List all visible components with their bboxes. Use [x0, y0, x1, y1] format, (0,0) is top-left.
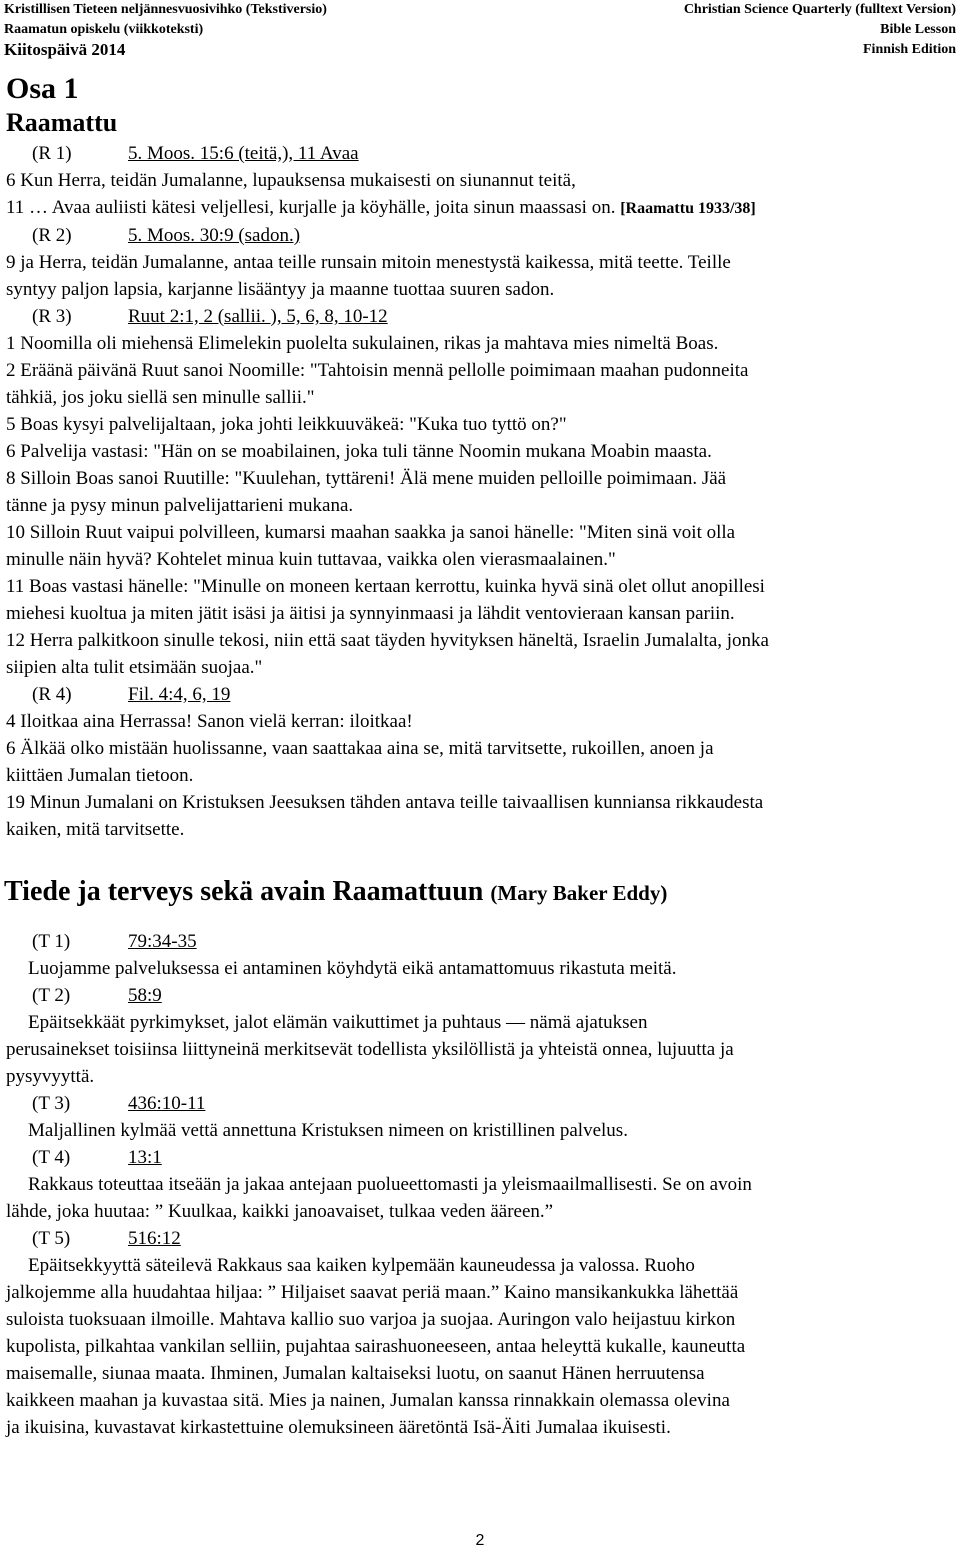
passage-line: Maljallinen kylmää vettä annettuna Kristuksen nimeen on kristillinen palvelus.	[28, 1120, 628, 1141]
passage-line: pysyvyyttä.	[6, 1066, 95, 1087]
citation-link[interactable]: Fil. 4:4, 6, 19	[128, 684, 231, 705]
citation-t2	[6, 982, 956, 1009]
header-lesson-type: Raamatun opiskelu (viikkoteksti)	[4, 22, 204, 37]
header-lesson-title: Kiitospäivä 2014	[4, 40, 126, 59]
verse-line: 10 Silloin Ruut vaipui polvilleen, kumarsi maahan saakka ja sanoi hänelle: "Miten sinä voit olla	[6, 522, 736, 543]
passage-line: perusainekset toisiinsa liittyneinä merkitsevät todellista yksilöllistä ja yhteistä onnea, lujuutta ja	[6, 1039, 734, 1060]
verse-line: kiittäen Jumalan tietoon.	[6, 765, 194, 786]
citation-link[interactable]: 13:1	[128, 1147, 162, 1168]
citation-link[interactable]: 5. Moos. 15:6 (teitä,), 11 Avaa	[128, 143, 359, 164]
citation-t5	[6, 1225, 956, 1252]
verse-line: minulle näin hyvä? Kohtelet minua kuin tuttavaa, vaikka olen vierasmaalainen."	[6, 549, 616, 570]
citation-tag: (R 3)	[32, 306, 72, 327]
science-health-section	[6, 928, 956, 1441]
verse-line: tähkiä, jos joku siellä sen minulle sallii."	[6, 387, 315, 408]
verse-line: 6 Kun Herra, teidän Jumalanne, lupauksensa mukaisesti on siunannut teitä,	[6, 170, 576, 191]
verse-line: tänne ja pysy minun palvelijattarieni mukana.	[6, 495, 354, 516]
passage-line: kaikkeen maahan ja kuvastaa sitä. Mies ja nainen, Jumalan kanssa rinnakkain olemassa olevina	[6, 1390, 730, 1411]
verse-line: miehesi kuoltua ja miten jätit isäsi ja äitisi ja synnyinmaasi ja lähdit ventovieraan kansan pariin.	[6, 603, 735, 624]
citation-link[interactable]: Ruut 2:1, 2 (sallii. ), 5, 6, 8, 10-12	[128, 306, 388, 327]
verse-line: 19 Minun Jumalani on Kristuksen Jeesuksen tähden antava teille taivaallisen kunniansa rikkaudesta	[6, 792, 764, 813]
citation-link[interactable]: 516:12	[128, 1228, 181, 1249]
passage-line: Luojamme palveluksessa ei antaminen köyhdytä eikä antamattomuus rikastuta meitä.	[28, 958, 677, 979]
verse-line: kaiken, mitä tarvitsette.	[6, 819, 185, 840]
verse-line: 12 Herra palkitkoon sinulle tekosi, niin että saat täyden hyvityksen häneltä, Israelin Jumalalta, jonka	[6, 630, 769, 651]
passage-line: kupolista, pilkahtaa vankilan selliin, pujahtaa sairashuoneeseen, antaa heleyttä kukalle, kauneutta	[6, 1336, 746, 1357]
page-number: 2	[475, 1532, 485, 1549]
verse-line: 4 Iloitkaa aina Herrassa! Sanon vielä kerran: iloitkaa!	[6, 711, 413, 732]
header-bible-lesson: Bible Lesson	[880, 22, 956, 37]
citation-tag: (R 1)	[32, 143, 72, 164]
citation-link[interactable]: 58:9	[128, 985, 162, 1006]
header-right	[684, 0, 956, 60]
section-author: (Mary Baker Eddy)	[490, 881, 668, 905]
citation-link[interactable]: 79:34-35	[128, 931, 197, 952]
bible-title: Raamattu	[6, 108, 118, 137]
header-left	[4, 0, 327, 60]
science-health-title	[4, 872, 667, 913]
citation-t3	[6, 1090, 956, 1117]
verse-line: 6 Palvelija vastasi: "Hän on se moabilainen, joka tuli tänne Noomin mukana Moabin maasta.	[6, 441, 712, 462]
verse-line: 8 Silloin Boas sanoi Ruutille: "Kuulehan, tyttäreni! Älä mene muiden pelloille poimimaan. Jää	[6, 468, 727, 489]
verse-line: 2 Eräänä päivänä Ruut sanoi Noomille: "Tahtoisin mennä pellolle poimimaan maahan pudonneita	[6, 360, 749, 381]
part-title: Osa 1	[6, 72, 79, 105]
header-edition: Finnish Edition	[863, 42, 956, 57]
verse-line: 1 Noomilla oli miehensä Elimelekin puolelta sukulainen, rikas ja mahtava mies nimeltä Boas.	[6, 333, 719, 354]
verse-line: 5 Boas kysyi palvelijaltaan, joka johti leikkuuväkeä: "Kuka tuo tyttö on?"	[6, 414, 567, 435]
citation-tag: (T 3)	[32, 1093, 71, 1114]
passage-line: suloista tuoksuaan ilmoille. Mahtava kallio suo varjoa ja suojaa. Auringon valo heijastuu kirkon	[6, 1309, 736, 1330]
passage-line: lähde, joka huutaa: ” Kuulkaa, kaikki janoavaiset, tulkaa veden ääreen.”	[6, 1201, 554, 1222]
citation-tag: (T 5)	[32, 1228, 71, 1249]
citation-r1	[6, 140, 956, 167]
citation-r3	[6, 303, 956, 330]
header-quarterly-title: Kristillisen Tieteen neljännesvuosivihko (Tekstiversio)	[4, 2, 327, 17]
bible-section	[6, 72, 956, 843]
verse-line: siipien alta tulit etsimään suojaa."	[6, 657, 263, 678]
citation-link[interactable]: 436:10-11	[128, 1093, 206, 1114]
citation-tag: (R 4)	[32, 684, 72, 705]
citation-r2	[6, 222, 956, 249]
source-label: [Raamattu 1933/38]	[620, 200, 756, 217]
verse-line: 11 Boas vastasi hänelle: "Minulle on moneen kertaan kerrottu, kuinka hyvä sinä olet ollut anopillesi	[6, 576, 765, 597]
passage-line: jalkojemme alla huudahtaa hiljaa: ” Hiljaiset saavat periä maan.” Kaino mansikankukka lähettää	[6, 1282, 739, 1303]
verse-line: syntyy paljon lapsia, karjanne lisääntyy ja maanne tuottaa suuren sadon.	[6, 279, 555, 300]
passage-line: Epäitsekkyyttä säteilevä Rakkaus saa kaiken kylpemään kauneudessa ja valossa. Ruoho	[28, 1255, 695, 1276]
verse-line: 6 Älkää olko mistään huolissanne, vaan saattakaa aina se, mitä tarvitsette, rukoillen, anoen ja	[6, 738, 714, 759]
verse-line: 11 … Avaa auliisti kätesi veljellesi, kurjalle ja köyhälle, joita sinun maassasi on. [Raamattu 1933/38]	[6, 197, 756, 218]
citation-tag: (T 4)	[32, 1147, 71, 1168]
citation-r4	[6, 681, 956, 708]
passage-line: ja ikuisina, kuvastavat kirkastettuine olemuksineen ääretöntä Isä-Äiti Jumalaa ikuisesti.	[6, 1417, 671, 1438]
section-title: Tiede ja terveys sekä avain Raamattuun	[4, 876, 484, 907]
citation-tag: (T 2)	[32, 985, 71, 1006]
citation-t4	[6, 1144, 956, 1171]
passage-line: Epäitsekkäät pyrkimykset, jalot elämän vaikuttimet ja puhtaus — nämä ajatuksen	[28, 1012, 648, 1033]
citation-t1	[6, 928, 956, 955]
passage-line: maisemalle, siunaa maata. Ihminen, Jumalan kaltaiseksi luotu, on saanut Hänen herruutensa	[6, 1363, 705, 1384]
verse-line: 9 ja Herra, teidän Jumalanne, antaa teille runsain mitoin menestystä kaikessa, mitä teette. Teille	[6, 252, 731, 273]
citation-link[interactable]: 5. Moos. 30:9 (sadon.)	[128, 225, 301, 246]
citation-tag: (T 1)	[32, 931, 71, 952]
citation-tag: (R 2)	[32, 225, 72, 246]
header-quarterly-en: Christian Science Quarterly (fulltext Version)	[683, 2, 956, 17]
passage-line: Rakkaus toteuttaa itseään ja jakaa antejaan puolueettomasti ja yleismaailmallisesti. Se on avoin	[28, 1174, 752, 1195]
